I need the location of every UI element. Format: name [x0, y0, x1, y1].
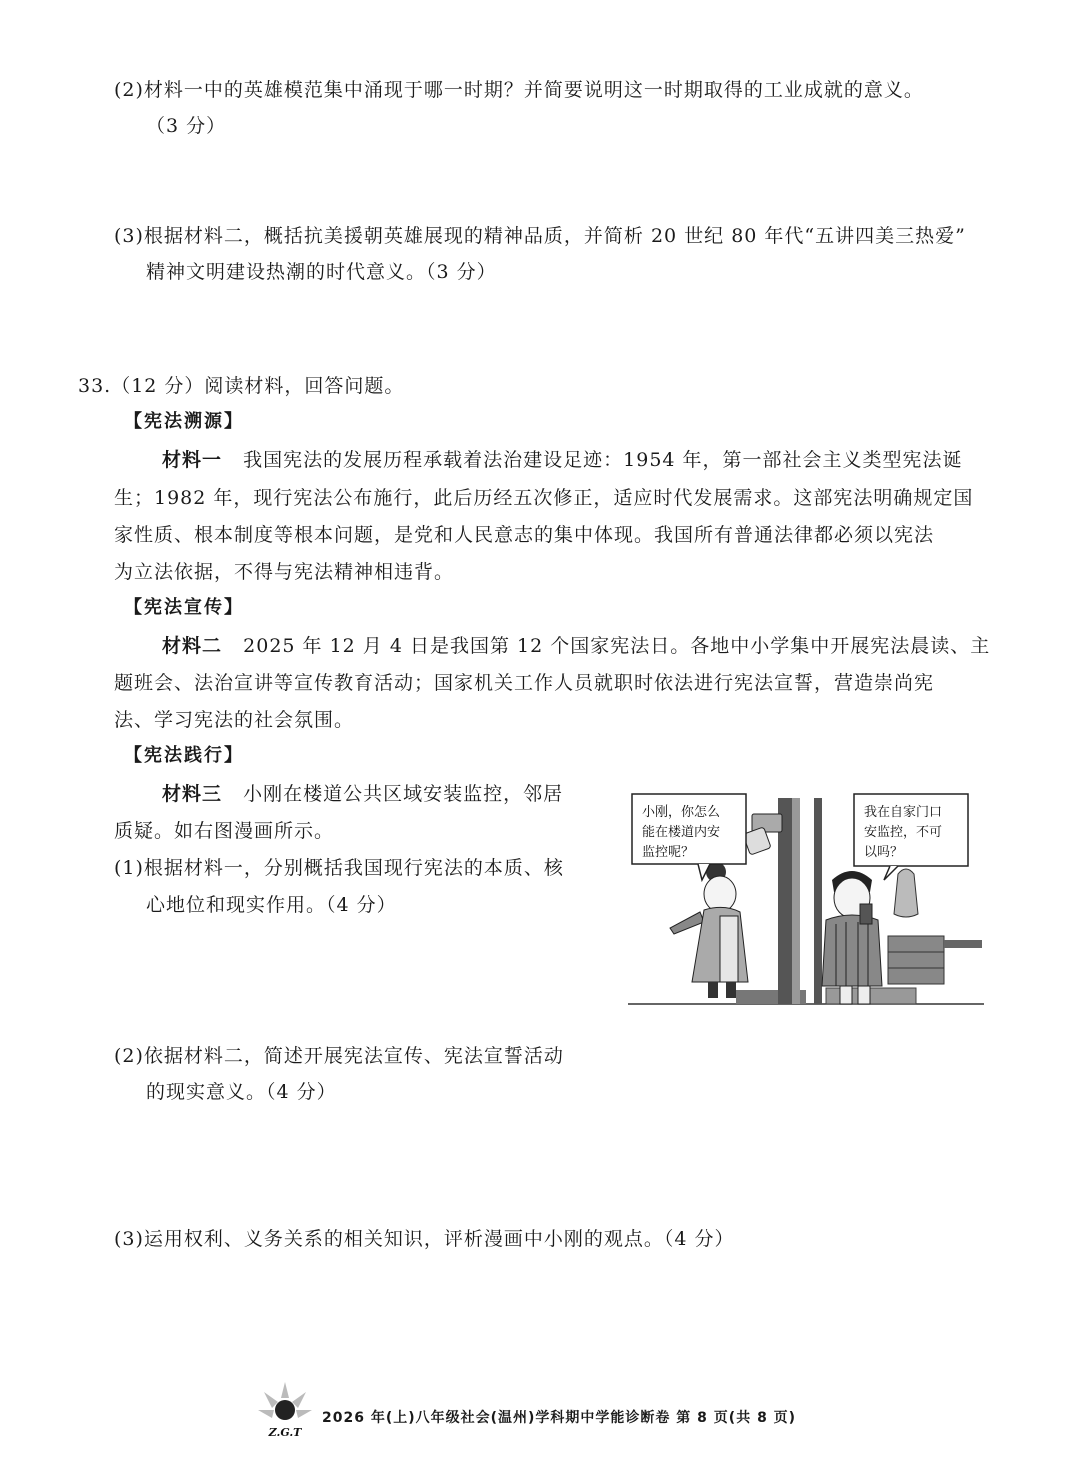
speech-bubble-left — [632, 794, 746, 880]
bubble-left-line1: 小刚，你怎么 — [642, 805, 721, 820]
material2-line1 — [162, 630, 990, 662]
bubble-right-line1: 我在自家门口 — [864, 805, 943, 820]
material1-line3: 家性质、根本制度等根本问题，是党和人民意志的集中体现。我国所有普通法律都必须以宪法 — [114, 524, 935, 546]
material2-line3: 法、学习宪法的社会氛围。 — [114, 709, 355, 731]
speech-bubble-right — [854, 794, 968, 880]
q33-sub3-line1: (3)运用权利、义务关系的相关知识，评析漫画中小刚的观点。（4 分） — [114, 1228, 735, 1250]
q32-sub3-line2: 精神文明建设热潮的时代意义。（3 分） — [146, 261, 497, 283]
q32-sub2-line1: (2)材料一中的英雄模范集中涌现于哪一时期？并简要说明这一时期取得的工业成就的意义。 — [114, 79, 924, 101]
publisher-logo — [256, 1378, 314, 1440]
material3-line1 — [162, 778, 563, 810]
material1-line2: 生；1982 年，现行宪法公布施行，此后历经五次修正，适应时代发展需求。这部宪法明确规定国 — [114, 487, 974, 509]
q32-sub2-line2: （3 分） — [146, 115, 227, 137]
page-footer: 2026 年(上)八年级社会(温州)学科期中学能诊断卷 第 8 页(共 8 页) — [322, 1410, 797, 1426]
cabinet — [888, 936, 944, 984]
bubble-right-line3: 以吗？ — [864, 845, 904, 860]
neighbor-figure — [670, 862, 748, 998]
q33-sub2-line1: (2)依据材料二，简述开展宪法宣传、宪法宣誓活动 — [114, 1045, 564, 1067]
material3-line2: 质疑。如右图漫画所示。 — [114, 820, 335, 842]
q33-sub2-line2: 的现实意义。（4 分） — [146, 1081, 337, 1103]
q33-sub1-line1: (1)根据材料一，分别概括我国现行宪法的本质、核 — [114, 857, 564, 879]
q32-sub3-line1: (3)根据材料二，概括抗美援朝英雄展现的精神品质，并简析 20 世纪 80 年代“五讲四美三热爱” — [114, 225, 966, 247]
material3-text: 小刚在楼道公共区域安装监控，邻居 — [243, 783, 564, 805]
material1-label: 材料一 — [162, 449, 223, 471]
xiaogang-figure — [822, 871, 882, 1004]
material2-text: 2025 年 12 月 4 日是我国第 12 个国家宪法日。各地中小学集中开展宪法晨读、主 — [243, 635, 991, 657]
q33-sub1-line2: 心地位和现实作用。（4 分） — [146, 894, 397, 916]
material1-line4: 为立法依据，不得与宪法精神相违背。 — [114, 561, 455, 583]
bubble-left-line3: 监控呢？ — [642, 845, 695, 860]
material3-label: 材料三 — [162, 783, 223, 805]
section-title-origin: 【宪法溯源】 — [124, 411, 244, 432]
material2-label: 材料二 — [162, 635, 223, 657]
bubble-right-line2: 安监控，不可 — [864, 825, 943, 840]
material1-line1 — [162, 444, 963, 476]
camera-icon — [743, 814, 782, 855]
material2-line2: 题班会、法治宣讲等宣传教育活动；国家机关工作人员就职时依法进行宪法宣誓，营造崇尚宪 — [114, 672, 935, 694]
bubble-left-line2: 能在楼道内安 — [642, 825, 721, 840]
logo-text: Z.G.T — [268, 1426, 302, 1439]
material1-text: 我国宪法的发展历程承载着法治建设足迹：1954 年，第一部社会主义类型宪法诞 — [243, 449, 963, 471]
comic-illustration — [628, 790, 984, 1018]
section-title-practice: 【宪法践行】 — [124, 745, 244, 766]
section-title-publicity: 【宪法宣传】 — [124, 597, 244, 618]
q33-header: 33.（12 分）阅读材料，回答问题。 — [78, 375, 405, 397]
